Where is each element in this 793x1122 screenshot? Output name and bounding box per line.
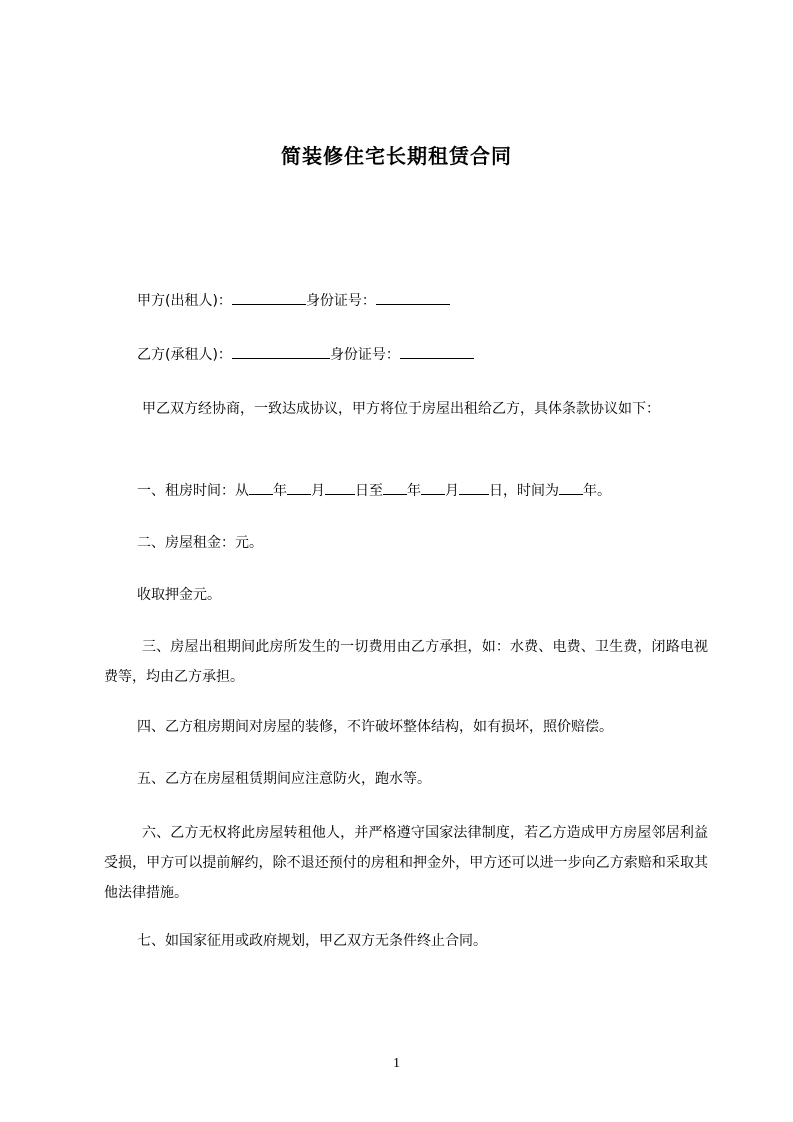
party-b-label: 乙方(承租人)： [137,347,232,363]
party-b-line [104,340,704,370]
start-year-blank[interactable] [249,480,273,495]
party-a-line [104,286,704,316]
party-a-id-blank[interactable] [376,290,450,305]
clause1-year-label: 年 [273,483,287,499]
party-b-id-blank[interactable] [400,344,474,359]
party-a-id-label: 身份证号： [305,293,376,309]
deposit-line: 收取押金元。 [137,587,221,603]
document-title: 简装修住宅长期租赁合同 [281,144,512,168]
clause-termination: 七、如国家征用或政府规划，甲乙双方无条件终止合同。 [137,933,487,949]
end-month-blank[interactable] [421,480,445,495]
end-day-blank[interactable] [459,480,489,495]
party-a-name-blank[interactable] [232,290,306,305]
party-a-label: 甲方(出租人)： [137,293,232,309]
clause1-day-end-label: 日，时间为 [489,483,559,499]
end-year-blank[interactable] [383,480,407,495]
page-number: 1 [393,1056,400,1071]
clause1-month-label: 月 [311,483,325,499]
clause1-day-to-label: 日至 [355,483,383,499]
clause1-end-year-label: 年 [407,483,421,499]
clause1-prefix: 一、租房时间：从 [137,483,249,499]
clause-rent: 二、房屋租金：元。 [137,535,263,551]
clause-expenses: 三、房屋出租期间此房所发生的一切费用由乙方承担，如：水费、电费、卫生费，闭路电视费等，均由乙方承担。 [104,639,708,685]
party-b-name-blank[interactable] [232,344,330,359]
duration-years-blank[interactable] [559,480,583,495]
clause1-end-month-label: 月 [445,483,459,499]
clause-sublease: 六、乙方无权将此房屋转租他人，并严格遵守国家法律制度，若乙方造成甲方房屋邻居利益受损，甲方可以提前解约，除不退还预付的房租和押金外，甲方还可以进一步向乙方索赔和采取其他法律措施。 [104,825,708,901]
party-b-id-label: 身份证号： [329,347,400,363]
clause-renovation: 四、乙方租房期间对房屋的装修，不许破坏整体结构，如有损坏，照价赔偿。 [137,719,613,735]
start-day-blank[interactable] [325,480,355,495]
clause-safety: 五、乙方在房屋租赁期间应注意防火，跑水等。 [137,771,431,787]
clause1-year-end-label: 年。 [583,483,611,499]
start-month-blank[interactable] [287,480,311,495]
clause-rental-period [104,476,704,506]
intro-paragraph: 甲乙双方经协商，一致达成协议，甲方将位于房屋出租给乙方，具体条款协议如下： [142,401,660,417]
